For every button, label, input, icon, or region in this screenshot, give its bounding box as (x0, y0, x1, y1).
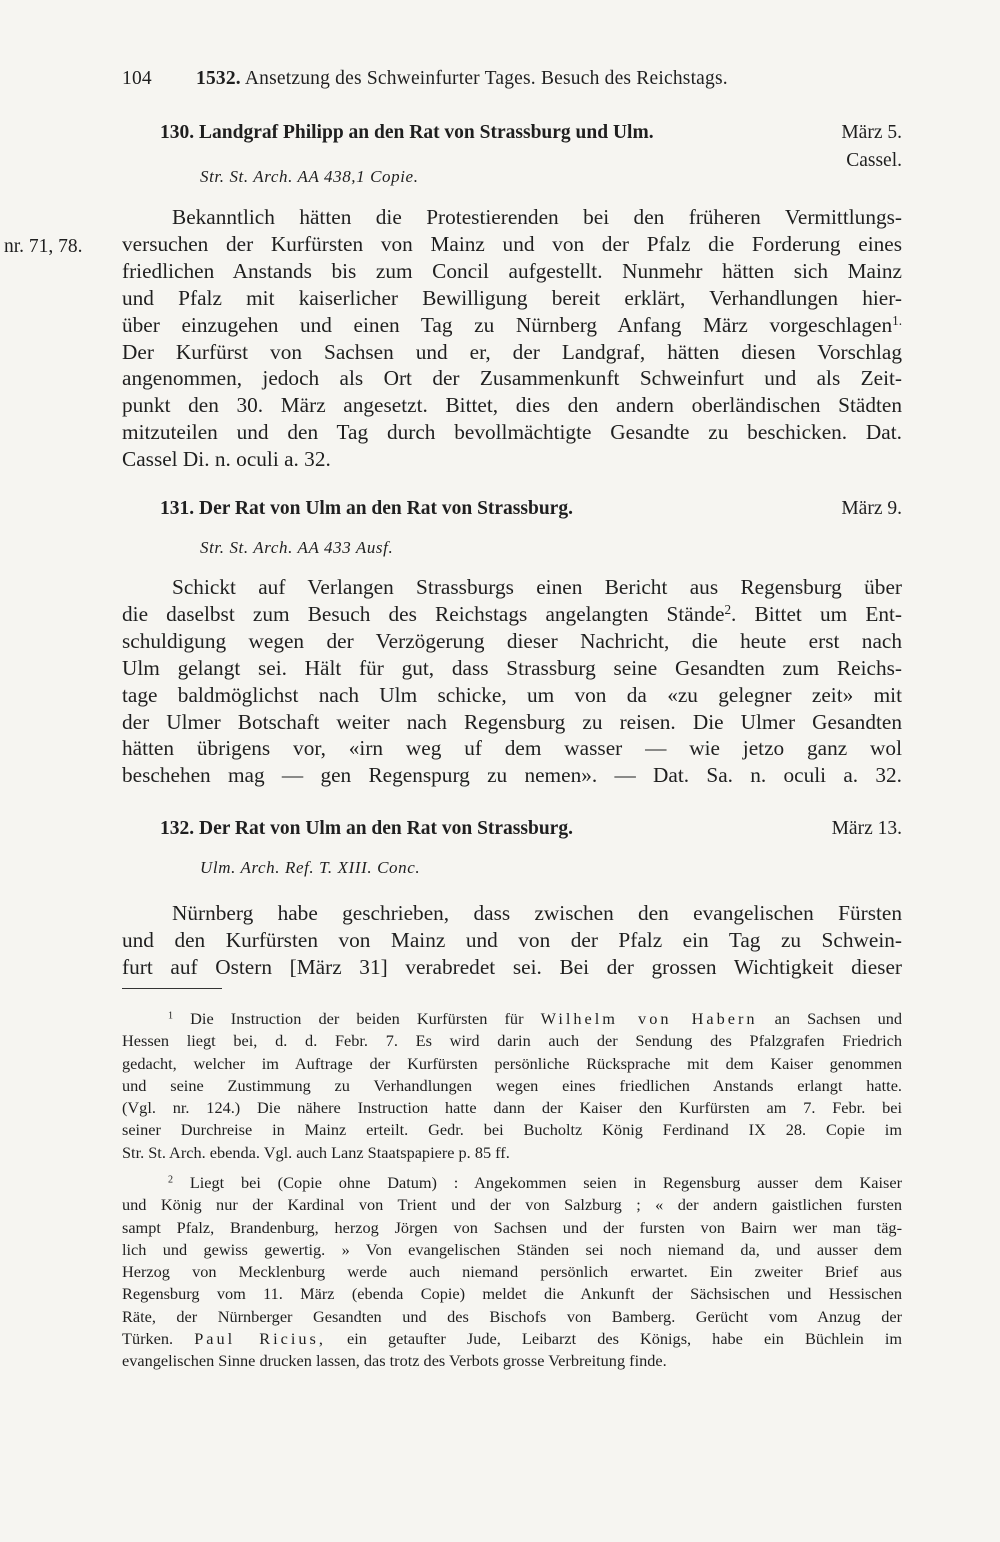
running-head-title: Ansetzung des Schweinfurter Tages. Besuch des Reichstags. (244, 68, 728, 89)
footnote-ref-2: 2 (724, 601, 732, 617)
entry-132-date: März 13. (831, 818, 902, 839)
text-line (122, 601, 902, 628)
text-line: Hessen liegt bei, d. d. Febr. 7. Es wird darin auch der Sendung des Pfalzgrafen Friedrich (122, 1031, 902, 1051)
text-line: Schickt auf Verlangen Strassburgs einen Bericht aus Regensburg über (172, 575, 902, 599)
text-line: punkt den 30. März angesetzt. Bittet, dies den andern oberländischen Städten (122, 393, 902, 418)
footnote-1 (122, 1008, 902, 1164)
entry-131-heading: 131. Der Rat von Ulm an den Rat von Strassburg. (160, 498, 573, 519)
text-line: und seine Zustimmung zu Verhandlungen wegen eines friedlichen Anstands erlangt hatte. (122, 1075, 902, 1095)
text-line: friedlichen Anstands bis zum Concil aufgestellt. Nunmehr hätten sich Mainz (122, 258, 902, 283)
entry-132-body (122, 900, 902, 981)
text-segment: ein getaufter Jude, Leibarzt des Königs, habe ein Büchlein im (347, 1329, 903, 1349)
text-line: und den Kurfürsten von Mainz und von der Pfalz ein Tag zu Schwein- (122, 927, 902, 952)
text-segment: die daselbst zum Besuch des Reichstags angelangten Stände (122, 601, 725, 626)
entry-130-body (122, 204, 902, 473)
text-line: und König nur der Kardinal von Trient und der von Salzburg ; « der andern gaistlichen fursten (122, 1195, 902, 1215)
person-name: Wilhelm von Habern (540, 1009, 758, 1028)
text-line: mitzuteilen und den Tag durch bevollmächtigte Gesandte zu beschicken. Dat. (122, 420, 902, 445)
text-line: Der Kurfürst von Sachsen und er, der Landgraf, hätten diesen Vorschlag (122, 339, 902, 364)
person-name: Paul Ricius, (194, 1329, 326, 1349)
footnote-ref-1: 1. (892, 312, 902, 328)
running-head-year: 1532. (196, 68, 241, 89)
page-number: 104 (122, 68, 152, 89)
text-line: lich und gewiss gewertig. » Von evangelischen Ständen sei noch niemand da, und ausser dem (122, 1239, 902, 1259)
text-line: angenommen, jedoch als Ort der Zusammenkunft Schweinfurt und als Zeit- (122, 366, 902, 391)
text-segment: über einzugehen und einen Tag zu Nürnberg Anfang März vorgeschlagen (122, 312, 893, 337)
text-line: Regensburg vom 11. März (ebenda Copie) meldet die Ankunft der Sächsischen und Hessischen (122, 1284, 902, 1304)
footnote-rule (122, 988, 222, 989)
text-segment: Türken. (122, 1329, 174, 1349)
text-line: sampt Pfalz, Brandenburg, herzog Jörgen von Sachsen und der fursten von Bairn wer man täg- (122, 1217, 902, 1237)
entry-130-date: März 5. (841, 122, 902, 143)
text-line: Str. St. Arch. ebenda. Vgl. auch Lanz Staatspapiere p. 85 ff. (122, 1142, 510, 1162)
text-line: furt auf Ostern [März 31] verabredet sei. Bei der grossen Wichtigkeit dieser (122, 954, 902, 979)
text-segment: Die Instruction der beiden Kurfürsten für (190, 1009, 524, 1028)
footnote-number: 2 (168, 1174, 174, 1186)
text-line: seiner Durchreise in Mainz erteilt. Gedr. bei Bucholtz König Ferdinand IX 28. Copie im (122, 1120, 902, 1140)
text-line: hätten übrigens vor, «irn weg uf dem wasser — wie jetzo ganz wol (122, 736, 902, 761)
text-line: Bekanntlich hätten die Protestierenden bei den früheren Vermittlungs- (172, 205, 902, 229)
entry-130-place: Cassel. (846, 150, 902, 171)
text-line: Ulm gelangt sei. Hält für gut, dass Strassburg seine Gesandten zum Reichs- (122, 655, 902, 680)
text-line: Nürnberg habe geschrieben, dass zwischen den evangelischen Fürsten (172, 901, 902, 925)
running-head (122, 68, 902, 90)
text-line: Räte, der Nürnberger Gesandten und des Bischofs von Bamberg. Gerücht vom Anzug der (122, 1306, 902, 1326)
entry-130-heading-row (160, 122, 902, 144)
text-segment: an Sachsen und (774, 1009, 903, 1028)
entry-132-source: Ulm. Arch. Ref. T. XIII. Conc. (200, 858, 421, 877)
text-line: beschehen mag — gen Regenspurg zu nemen». — Dat. Sa. n. oculi a. 32. (122, 763, 902, 788)
entry-131-heading-row (160, 498, 902, 520)
footnote-2 (122, 1172, 902, 1373)
entry-130-margin-note: nr. 71, 78. (4, 236, 83, 257)
footnote-number: 1 (168, 1010, 174, 1022)
text-line: tage baldmöglichst nach Ulm schicke, um von da «zu gelegner zeit» mit (122, 682, 902, 707)
entry-130-source: Str. St. Arch. AA 438,1 Copie. (200, 167, 419, 186)
text-line (122, 1008, 902, 1030)
text-line (122, 312, 902, 339)
entry-132-heading: 132. Der Rat von Ulm an den Rat von Strassburg. (160, 818, 573, 839)
text-line: Cassel Di. n. oculi a. 32. (122, 447, 331, 472)
text-line: gedacht, welcher im Auftrage der Kurfürsten persönliche Rücksprache mit dem Kaiser genommen (122, 1053, 902, 1073)
entry-131-source: Str. St. Arch. AA 433 Ausf. (200, 538, 394, 557)
text-line: der Ulmer Botschaft weiter nach Regensburg zu reisen. Die Ulmer Gesandten (122, 709, 902, 734)
text-segment: Liegt bei (Copie ohne Datum) : Angekommen seien in Regensburg ausser dem Kaiser (189, 1173, 902, 1192)
text-line: Herzog von Mecklenburg werde auch niemand persönlich erwartet. Ein zweiter Brief aus (122, 1262, 902, 1282)
entry-131-body (122, 574, 902, 789)
text-line: (Vgl. nr. 124.) Die nähere Instruction hatte dann der Kaiser den Kurfürsten am 7. Febr. bei (122, 1098, 902, 1118)
entry-130-heading: 130. Landgraf Philipp an den Rat von Strassburg und Ulm. (160, 122, 654, 143)
text-line: schuldigung wegen der Verzögerung dieser Nachricht, die heute erst nach (122, 628, 902, 653)
text-line (122, 1172, 902, 1194)
text-segment: . Bittet um Ent- (731, 601, 902, 626)
text-line: versuchen der Kurfürsten von Mainz und von der Pfalz die Forderung eines (122, 231, 902, 256)
entry-131-date: März 9. (841, 498, 902, 519)
text-line: evangelischen Sinne drucken lassen, das trotz des Verbots grosse Verbreitung finde. (122, 1351, 667, 1371)
text-line (122, 1328, 902, 1350)
entry-132-heading-row (160, 818, 902, 840)
text-line: und Pfalz mit kaiserlicher Bewilligung bereit erklärt, Verhandlungen hier- (122, 285, 902, 310)
